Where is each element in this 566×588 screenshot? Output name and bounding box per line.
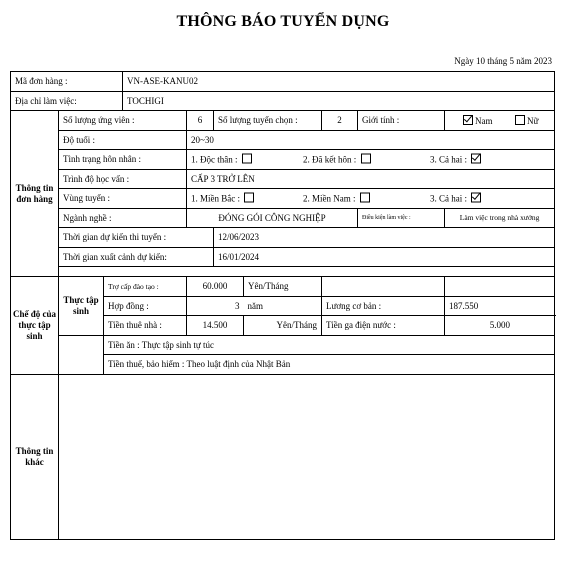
- region-both-checkbox[interactable]: [471, 193, 481, 203]
- exam-date-row: [11, 228, 555, 248]
- regime-sub-section-label: Thực tập sinh: [59, 277, 104, 336]
- page-title: THÔNG BÁO TUYỂN DỤNG: [176, 13, 390, 30]
- departure-date-row: [11, 247, 555, 267]
- region-options: [187, 189, 555, 209]
- order-code-value: VN-ASE-KANU02: [123, 72, 555, 92]
- work-condition-label: Điều kiện làm việc :: [358, 208, 445, 228]
- region-south-label: 2. Miền Nam :: [303, 193, 356, 204]
- industry-label: Ngành nghề :: [59, 208, 187, 228]
- selected-label: Số lượng tuyển chọn :: [214, 111, 322, 131]
- rent-label: Tiền thuê nhà :: [104, 316, 187, 336]
- age-row: [11, 130, 555, 150]
- region-label: Vùng tuyển :: [59, 189, 187, 209]
- work-location-row: [11, 91, 555, 111]
- rent-unit: Yên/Tháng: [244, 316, 322, 336]
- applicants-value: 6: [187, 111, 214, 131]
- departure-date-label: Thời gian xuất cảnh dự kiến:: [59, 247, 214, 267]
- male-checkbox[interactable]: [463, 115, 473, 125]
- utilities-label: Tiền ga điện nước :: [322, 316, 445, 336]
- base-salary-label: Lương cơ bản :: [322, 296, 445, 316]
- exam-date-label: Thời gian dự kiến thi tuyển :: [59, 228, 214, 248]
- tax-text: Tiền thuế, bảo hiểm : Theo luật định của Nhật Bản: [104, 355, 555, 375]
- marital-both-checkbox[interactable]: [471, 154, 481, 164]
- gender-label: Giới tính :: [358, 111, 445, 131]
- work-location-label: Địa chỉ làm việc:: [11, 91, 123, 111]
- marital-label: Tình trạng hôn nhân :: [59, 150, 187, 170]
- region-both-label: 3. Cả hai :: [430, 193, 468, 204]
- order-code-label: Mã đơn hàng :: [11, 72, 123, 92]
- order-code-row: [11, 72, 555, 92]
- other-info-row: [11, 374, 555, 539]
- age-label: Độ tuổi :: [59, 130, 187, 150]
- rent-value: 14.500: [187, 316, 244, 336]
- meals-text: Tiền ăn : Thực tập sinh tự túc: [104, 335, 555, 355]
- marital-opt-single-label: 1. Độc thân :: [191, 154, 238, 165]
- training-allowance-unit: Yên/Tháng: [244, 277, 322, 297]
- industry-value: ĐÓNG GÓI CÔNG NGHIỆP: [187, 208, 358, 228]
- applicants-label: Số lượng ứng viên :: [59, 111, 187, 131]
- region-north-label: 1. Miền Bắc :: [191, 193, 241, 204]
- order-info-section-label: Thông tin đơn hàng: [11, 111, 59, 277]
- recruitment-form-table: [10, 71, 555, 540]
- departure-date-value: 16/01/2024: [214, 247, 555, 267]
- contract-label: Hợp đồng :: [104, 296, 187, 316]
- work-condition-value: Làm việc trong nhà xưởng: [445, 208, 555, 228]
- other-info-content: [59, 374, 555, 539]
- industry-row: [11, 208, 555, 228]
- meals-row: [11, 335, 555, 355]
- education-row: [11, 169, 555, 189]
- training-allowance-label: Trợ cấp đào tạo :: [104, 277, 187, 297]
- education-value: CẤP 3 TRỞ LÊN: [187, 169, 555, 189]
- contract-unit: năm: [244, 296, 322, 316]
- region-north-checkbox[interactable]: [244, 193, 254, 203]
- document-date: Ngày 10 tháng 5 năm 2023: [454, 56, 552, 66]
- region-south-checkbox[interactable]: [360, 193, 370, 203]
- order-info-spacer-row: [11, 267, 555, 277]
- marital-opt-married-label: 2. Đã kết hôn :: [303, 154, 357, 165]
- marital-row: [11, 150, 555, 170]
- contract-value: 3: [187, 296, 244, 316]
- applicants-row: [11, 111, 555, 131]
- region-row: [11, 189, 555, 209]
- regime-section-label: Chế độ của thực tập sinh: [11, 277, 59, 375]
- training-allowance-value: 60.000: [187, 277, 244, 297]
- age-value: 20~30: [187, 130, 555, 150]
- training-allowance-row: [11, 277, 555, 297]
- male-label: Nam: [475, 115, 493, 126]
- education-label: Trình độ học vấn :: [59, 169, 187, 189]
- marital-married-checkbox[interactable]: [361, 154, 371, 164]
- marital-opt-both-label: 3. Cả hai :: [430, 154, 468, 165]
- utilities-value: 5.000: [445, 316, 555, 336]
- marital-single-checkbox[interactable]: [242, 154, 252, 164]
- gender-options: [445, 111, 555, 131]
- female-checkbox[interactable]: [515, 115, 525, 125]
- female-label: Nữ: [527, 115, 539, 126]
- work-location-value: TOCHIGI: [123, 91, 555, 111]
- other-info-section-label: Thông tin khác: [11, 374, 59, 539]
- selected-value: 2: [322, 111, 358, 131]
- marital-options: [187, 150, 555, 170]
- base-salary-value: 187.550: [445, 296, 555, 316]
- exam-date-value: 12/06/2023: [214, 228, 555, 248]
